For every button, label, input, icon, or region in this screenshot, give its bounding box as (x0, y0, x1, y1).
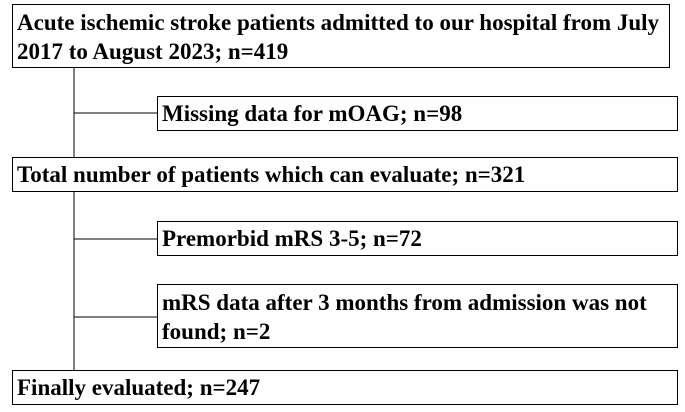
evaluable-box (12, 157, 678, 192)
evaluable-text: Total number of patients which can evaluate; n=321 (17, 162, 526, 187)
exclusion-box-premorbid-mrs (157, 221, 678, 256)
exclusion-box-mrs-not-found (157, 284, 678, 348)
final-text: Finally evaluated; n=247 (17, 375, 261, 400)
start-box (12, 4, 670, 68)
start-text: Acute ischemic stroke patients admitted to our hospital from July 2017 to August 2023; n=419 (17, 10, 660, 64)
exclusion-2-text: Premorbid mRS 3-5; n=72 (162, 226, 422, 251)
final-box (12, 370, 678, 405)
exclusion-1-text: Missing data for mOAG; n=98 (162, 101, 463, 126)
exclusion-3-text: mRS data after 3 months from admission was not found; n=2 (162, 290, 647, 344)
exclusion-box-missing-moag (157, 96, 678, 131)
